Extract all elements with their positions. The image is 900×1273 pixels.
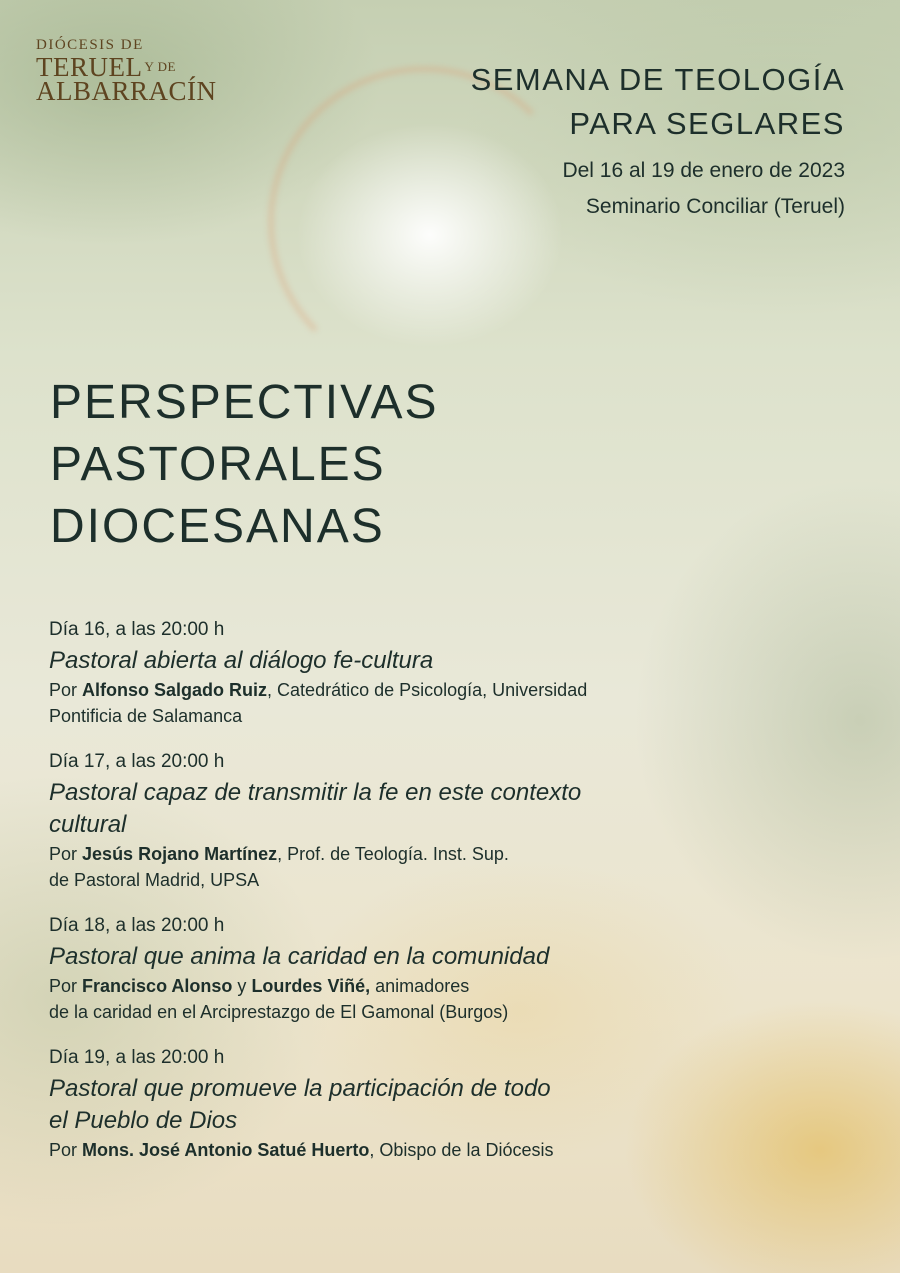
session-time: Día 19, a las 20:00 h <box>49 1047 225 1068</box>
speaker-name: Jesús Rojano Martínez <box>82 844 278 864</box>
main-title-line: DIOCESANAS <box>50 500 385 553</box>
session-time: Día 18, a las 20:00 h <box>49 915 225 936</box>
session-day-17 <box>49 749 749 893</box>
logo-line2: TERUEL <box>36 52 143 82</box>
session-title: Pastoral que promueve la participación de todo <box>49 1075 551 1102</box>
event-title-line1: SEMANA DE TEOLOGÍA <box>470 62 845 97</box>
session-time: Día 16, a las 20:00 h <box>49 619 225 640</box>
session-speaker: Por Alfonso Salgado Ruiz, Catedrático de Psicología, Universidad <box>49 680 588 700</box>
main-title-line: PASTORALES <box>50 438 386 491</box>
session-title: Pastoral capaz de transmitir la fe en este contexto <box>49 779 582 806</box>
session-speaker: Por Francisco Alonso y Lourdes Viñé, animadores <box>49 976 470 996</box>
speaker-name: Lourdes Viñé, <box>251 976 371 996</box>
event-dates: Del 16 al 19 de enero de 2023 <box>562 159 845 182</box>
session-title: Pastoral que anima la caridad en la comunidad <box>49 943 550 970</box>
speaker-name: Alfonso Salgado Ruiz <box>82 680 268 700</box>
session-speaker-role: Pontificia de Salamanca <box>49 706 243 726</box>
logo-line1: DIÓCESIS DE <box>36 37 144 53</box>
session-day-16 <box>49 617 749 729</box>
session-speaker: Por Mons. José Antonio Satué Huerto, Obispo de la Diócesis <box>49 1140 554 1160</box>
event-venue: Seminario Conciliar (Teruel) <box>585 195 845 218</box>
logo-connector: Y DE <box>144 59 176 74</box>
event-header <box>471 58 845 225</box>
logo-line3: ALBARRACÍN <box>36 76 217 106</box>
session-speaker-role: de Pastoral Madrid, UPSA <box>49 870 260 890</box>
speaker-name: Francisco Alonso <box>82 976 233 996</box>
event-title-line2: PARA SEGLARES <box>569 106 845 141</box>
main-title-line: PERSPECTIVAS <box>50 376 439 429</box>
session-title-cont: cultural <box>49 811 127 838</box>
session-title-cont: el Pueblo de Dios <box>49 1107 238 1134</box>
session-time: Día 17, a las 20:00 h <box>49 751 225 772</box>
session-day-18 <box>49 913 749 1025</box>
session-list <box>49 617 749 1183</box>
session-speaker: Por Jesús Rojano Martínez, Prof. de Teología. Inst. Sup. <box>49 844 509 864</box>
diocese-logo <box>36 38 217 105</box>
session-day-19 <box>49 1045 749 1163</box>
session-speaker-role: de la caridad en el Arciprestazgo de El Gamonal (Burgos) <box>49 1002 509 1022</box>
main-title <box>50 372 439 558</box>
speaker-name: Mons. José Antonio Satué Huerto <box>82 1140 370 1160</box>
session-title: Pastoral abierta al diálogo fe-cultura <box>49 647 434 674</box>
